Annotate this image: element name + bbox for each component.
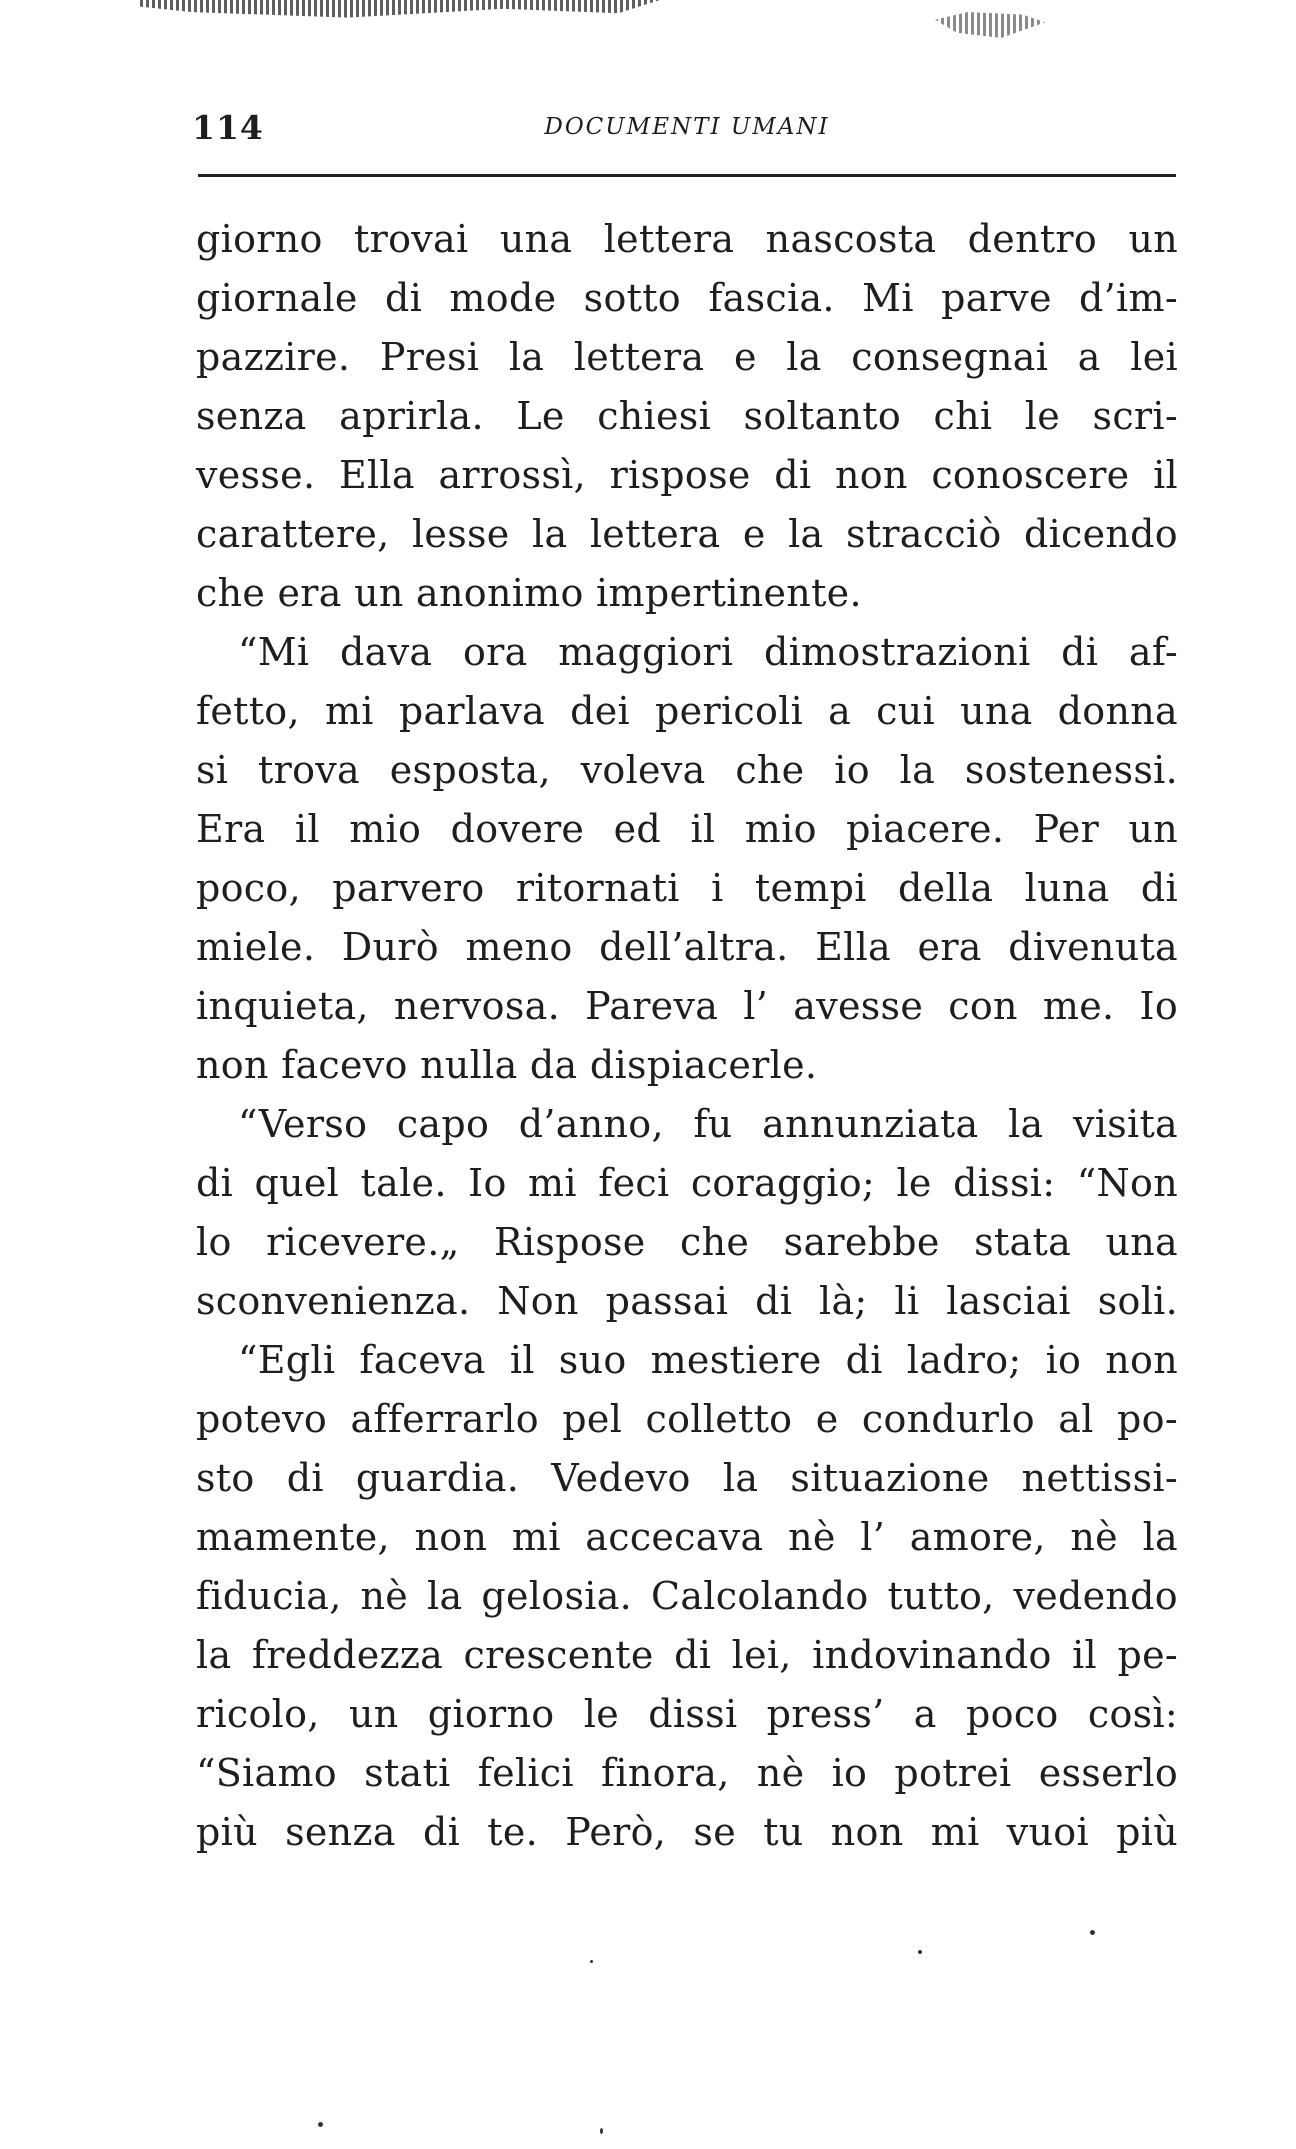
text-line: “Siamo stati felici finora, nè io potrei esserlo (196, 1751, 1178, 1795)
text-line: “Verso capo d’anno, fu annunziata la visita (238, 1102, 1178, 1146)
text-line: inquieta, nervosa. Pareva l’ avesse con me. Io (196, 984, 1178, 1028)
text-line: “Egli faceva il suo mestiere di ladro; io non (238, 1338, 1178, 1382)
scan-speck (1090, 1930, 1095, 1935)
text-line: lo ricevere.„ Rispose che sarebbe stata una (196, 1220, 1178, 1264)
text-line: si trova esposta, voleva che io la sostenessi. (196, 748, 1178, 792)
running-title: DOCUMENTI UMANI (544, 114, 830, 140)
scan-speck (918, 1950, 922, 1954)
text-line: giornale di mode sotto fascia. Mi parve d’im- (196, 276, 1178, 320)
text-line: mamente, non mi accecava nè l’ amore, nè la (196, 1515, 1178, 1559)
text-line: potevo afferrarlo pel colletto e condurlo al po- (196, 1397, 1178, 1441)
scan-speck (600, 2128, 603, 2134)
text-line: sto di guardia. Vedevo la situazione nettissi- (196, 1456, 1178, 1500)
text-line: pazzire. Presi la lettera e la consegnai a lei (196, 335, 1178, 379)
text-line: più senza di te. Però, se tu non mi vuoi più (196, 1810, 1178, 1854)
scan-speck (318, 2122, 323, 2127)
text-line: la freddezza crescente di lei, indovinando il pe- (196, 1633, 1178, 1677)
scan-speck (590, 1960, 593, 1963)
text-line: carattere, lesse la lettera e la stracciò dicendo (196, 512, 1178, 556)
text-line: sconvenienza. Non passai di là; li lasciai soli. (196, 1279, 1178, 1323)
header-rule (198, 174, 1176, 177)
text-line: Era il mio dovere ed il mio piacere. Per un (196, 807, 1178, 851)
scan-edge-smudge-right (935, 12, 1045, 38)
text-line: poco, parvero ritornati i tempi della luna di (196, 866, 1178, 910)
text-line: miele. Durò meno dell’altra. Ella era divenuta (196, 925, 1178, 969)
text-line: ricolo, un giorno le dissi press’ a poco così: (196, 1692, 1178, 1736)
text-line: non facevo nulla da dispiacerle. (196, 1043, 818, 1087)
text-line: “Mi dava ora maggiori dimostrazioni di af- (238, 630, 1178, 674)
page-number: 114 (192, 108, 264, 147)
text-line: che era un anonimo impertinente. (196, 571, 862, 615)
text-line: fiducia, nè la gelosia. Calcolando tutto, vedendo (196, 1574, 1178, 1618)
scan-edge-smudge (140, 0, 660, 22)
text-line: giorno trovai una lettera nascosta dentro un (196, 217, 1178, 261)
text-line: fetto, mi parlava dei pericoli a cui una donna (196, 689, 1178, 733)
page-header (192, 108, 1182, 158)
text-line: senza aprirla. Le chiesi soltanto chi le scri- (196, 394, 1178, 438)
text-line: vesse. Ella arrossì, rispose di non conoscere il (196, 453, 1178, 497)
text-line: di quel tale. Io mi feci coraggio; le dissi: “Non (196, 1161, 1178, 1205)
body-text (196, 210, 1178, 1862)
